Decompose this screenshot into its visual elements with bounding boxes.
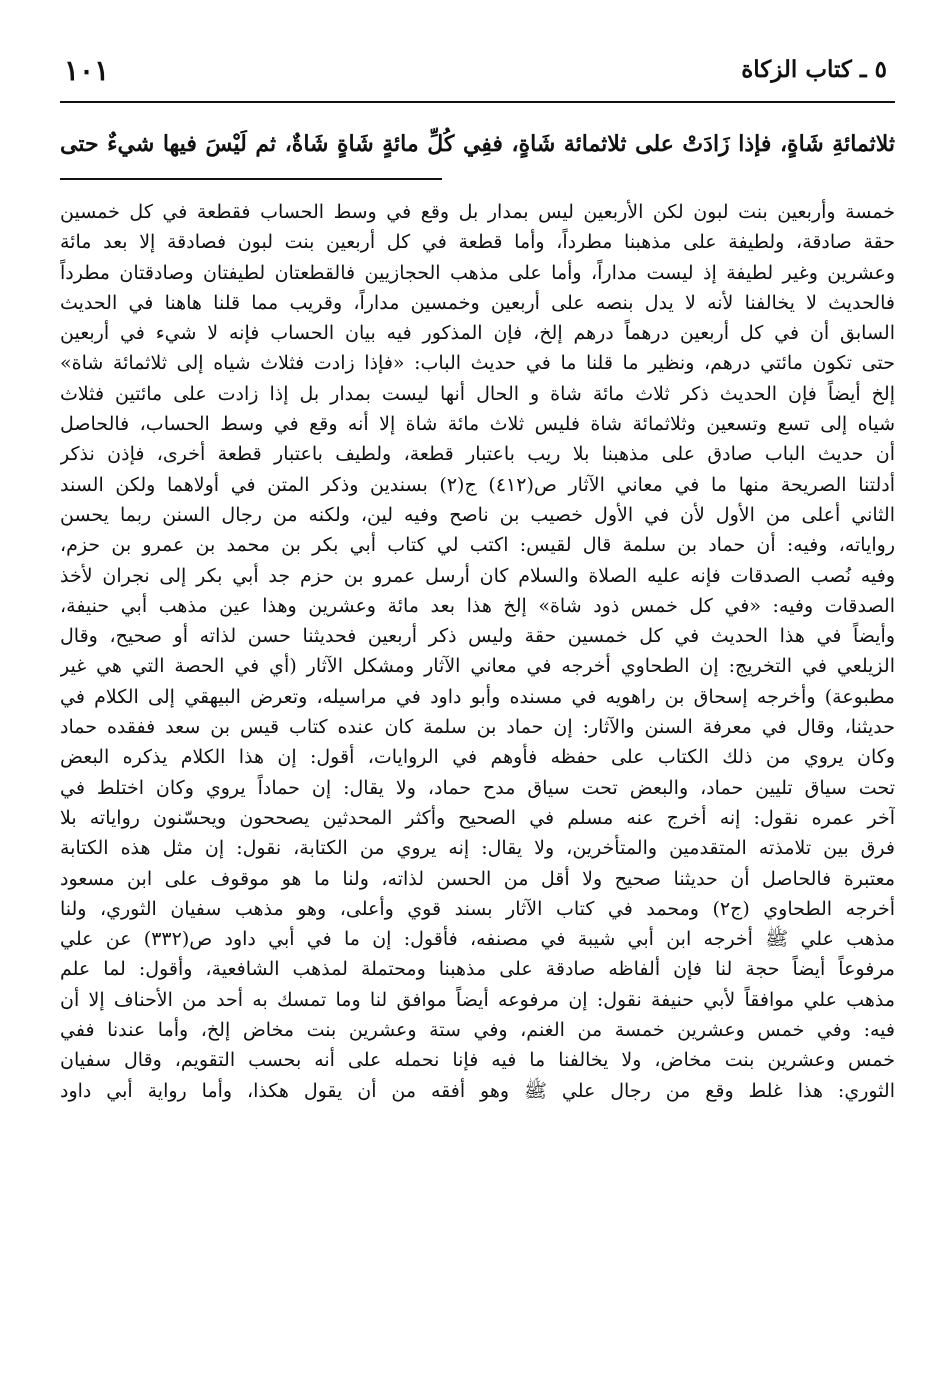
commentary-line: أخرجه الطحاوي (ج٢) ومحمد في كتاب الآثار بسند قوي وأعلى، وهو مذهب سفيان الثوري، ولنا [60,897,895,920]
commentary-line: فالحديث لا يخالفنا لأنه لا يدل بنصه على أربعين وخمسين مداراً، وقريب مما قلنا هاهنا في الحديث [60,291,895,314]
commentary-line: مذهب علي ﷺ أخرجه ابن أبي شيبة في مصنفه، فأقول: إن ما في أبي داود ص(٣٣٢) عن علي [60,928,895,951]
header-divider [60,101,895,103]
commentary-line: آخر عمره نقول: إنه أخرج عنه مسلم في الصحيح وأكثر المحدثين يصححون ويحسّنون رواياته بلا [60,806,895,829]
commentary-line: وفيه نُصب الصدقات فإنه عليه الصلاة والسلام كان أرسل عمرو بن حزم جد أبي بكر إلى نجران لأخذ [60,564,895,587]
commentary-body [60,197,895,1106]
commentary-line: الزيلعي في التخريج: إن الطحاوي أخرجه في معاني الآثار ومشكل الآثار (أي في الحصة التي هي غير [60,655,895,678]
commentary-line: شياه إلى تسع وتسعين وثلاثمائة شاة فليس ثلاث مائة شاة إلا أنه وقع في وسط الحساب، فالحاصل [60,413,895,436]
commentary-line: وعشرين وغير لطيفة إذ ليست مداراً، وأما على مذهب الحجازيين فالقطعتان لطيفتان وصادقتان مطرداً [60,261,895,284]
commentary-line: أن حديث الباب صادق على مذهبنا بلا ريب باعتبار قطعة، ولطيف باعتبار قطعة أخرى، فإذن نذكر [60,443,895,466]
commentary-line: حديثنا، وقال في معرفة السنن والآثار: إن حماد بن سلمة كان عنده كتاب قيس بن سعد ففقده حماد [60,716,895,739]
hadith-text: ثلاثمائةِ شَاةٍ، فإذا زَادَتْ على ثلاثمائة شَاةٍ، ففِي كُلِّ مائةٍ شَاةٍ شَاةٌ، ثم لَيْسَ فيها شيءٌ حتى [60,131,895,157]
commentary-line: الثاني أعلى من الأول لأن في الأول خصيب بن ناصح وفيه لين، ولكنه من رجال السنن ربما يحسن [60,503,895,526]
commentary-line: خمس وعشرين بنت مخاض، ولا يخالفنا ما فيه فإنا نحمله على أنه بحسب التقويم، وقال سفيان [60,1049,895,1072]
page-number: ١٠١ [64,54,110,87]
commentary-line: حتى تكون مائتي درهم، ونظير ما قلنا ما في حديث الباب: «فإذا زادت فثلاث شياه إلى ثلاثمائة شاة» [60,352,895,375]
commentary-line: حقة صادقة، ولطيفة على مذهبنا مطرداً، وأما قطعة في كل أربعين بنت لبون فصادقة إلا بعد مائة [60,231,895,254]
commentary-line: فيه: وفي خمس وعشرين خمسة من الغنم، وفي ستة وعشرين بنت مخاض إلخ، وأما عندنا ففي [60,1019,895,1042]
commentary-line: إلخ أيضاً فإن الحديث ذكر ثلاث مائة شاة و الحال أنها ليست بمدار بل إذا زادت على مائتين فثلاث [60,382,895,405]
commentary-line: رواياته، وفيه: أن حماد بن سلمة قال لقيس: اكتب لي كتاب أبي بكر بن محمد بن عمرو بن حزم، [60,534,895,557]
commentary-line: الثوري: هذا غلط وقع من رجال علي ﷺ وهو أفقه من أن يقول هكذا، وأما رواية أبي داود [60,1079,895,1102]
commentary-line: فرق بين تلامذته المتقدمين والمتأخرين، ولا يقال: إنه يروي من الكتابة، نقول: إن مثل هذه الكتابة [60,837,895,860]
commentary-line: وأيضاً في هذا الحديث في كل خمسين حقة وليس ذكر أربعين فحديثنا حسن لذاته أو صحيح، وقال [60,625,895,648]
commentary-line: معتبرة فالحاصل أن حديثنا صحيح ولا أقل من الحسن لذاته، ولنا ما هو موقوف على ابن مسعود [60,867,895,890]
commentary-line: مطبوعة) وأخرجه إسحاق بن راهويه في مسنده وأبو داود في مراسيله، وتعرض البيهقي إلى الكلام في [60,685,895,708]
commentary-line: تحت سياق تليين حماد، والبعض تحت سياق مدح حماد، ولا يقال: إن حماداً يروي وكان اختلط في [60,776,895,799]
commentary-line: الصدقات وفيه: «في كل خمس ذود شاة» إلخ هذا بعد مائة وعشرين وهذا عين مذهب أبي حنيفة، [60,594,895,617]
chapter-title: ٥ ـ كتاب الزكاة [741,56,887,83]
commentary-line: أدلتنا الصريحة منها ما في معاني الآثار ص(٤١٢) ج(٢) بسندين وذكر المتن في أولاهما ولكن السند [60,473,895,496]
page-header [60,50,895,100]
commentary-line: خمسة وأربعين بنت لبون لكن الأربعين ليس بمدار بل وقع في وسط الحساب فقطعة في كل خمسين [60,201,895,223]
commentary-line: وكان يروي من ذلك الكتاب على حفظه فأوهم في الروايات، أقول: إن هذا الكلام يذكره البعض [60,746,895,769]
footnote-divider [60,178,442,180]
commentary-line: مرفوعاً أيضاً حجة لنا فإن ألفاظه صادقة على مذهبنا ومحتملة لمذهب الشافعية، وأقول: لما علم [60,958,895,981]
commentary-line: مذهب علي موافقاً لأبي حنيفة نقول: إن مرفوعه أيضاً موافق لنا وما تمسك به أحد من الأحناف إلا أن [60,988,895,1011]
commentary-line: السابق أن في كل أربعين درهماً درهم إلخ، فإن المذكور فيه بيان الحساب فإنه لا شيء في أربعين [60,322,895,345]
